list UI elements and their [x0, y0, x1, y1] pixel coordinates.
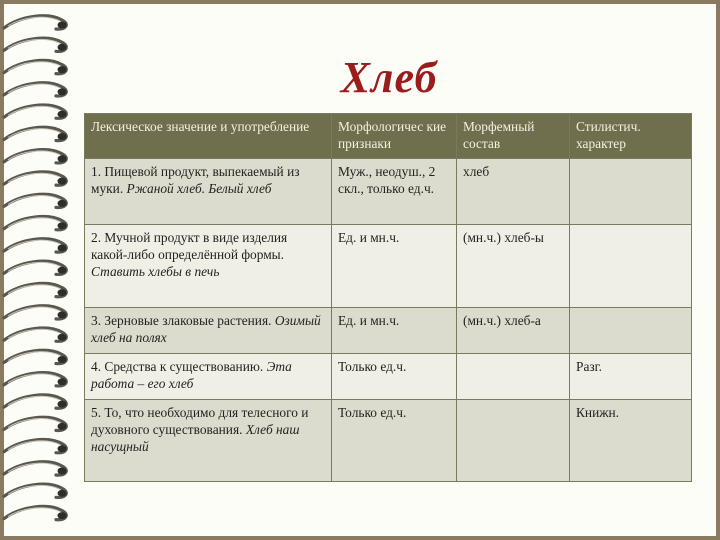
spiral-ring: [4, 306, 67, 319]
cell-style: [570, 159, 692, 225]
table-row: [85, 400, 692, 482]
spiral-ring: [4, 194, 67, 207]
lexical-table: [84, 113, 692, 482]
cell-morphology: Только ед.ч.: [332, 354, 457, 400]
example-text: Ставить хлебы в печь: [91, 264, 220, 279]
spiral-ring: [4, 127, 67, 140]
spiral-ring: [4, 261, 67, 274]
page-title: Хлеб: [340, 53, 438, 102]
cell-morphology: Ед. и мн.ч.: [332, 308, 457, 354]
cell-morphology: Только ед.ч.: [332, 400, 457, 482]
example-text: Озимый хлеб на полях: [91, 313, 321, 345]
cell-morpheme: хлеб: [457, 159, 570, 225]
spiral-ring: [4, 462, 67, 475]
table-header-row: [85, 114, 692, 159]
meaning-text: 2. Мучной продукт в виде изделия какой-либо определённой формы.: [91, 230, 288, 262]
header-meaning: Лексическое значение и употребление: [85, 114, 332, 159]
cell-meaning: [85, 308, 332, 354]
spiral-ring: [4, 373, 67, 386]
example-text: Ржаной хлеб. Белый хлеб: [126, 181, 272, 196]
spiral-ring: [4, 350, 67, 363]
spiral-ring: [4, 105, 67, 118]
spiral-ring: [4, 283, 67, 296]
meaning-text: 1. Пищевой продукт, выпекаемый из муки.: [91, 164, 300, 196]
spiral-ring: [4, 417, 67, 430]
spiral-ring: [4, 172, 67, 185]
cell-morpheme: [457, 354, 570, 400]
spiral-ring: [4, 484, 67, 497]
cell-meaning: [85, 400, 332, 482]
spiral-ring: [4, 150, 67, 163]
spiral-ring: [4, 506, 67, 519]
spiral-ring: [4, 328, 67, 341]
spiral-ring: [4, 217, 67, 230]
cell-meaning: [85, 225, 332, 308]
spiral-ring: [4, 38, 67, 51]
header-morpheme: Морфемный состав: [457, 114, 570, 159]
cell-style: [570, 308, 692, 354]
header-morphology: Морфологичес кие признаки: [332, 114, 457, 159]
cell-morpheme: [457, 400, 570, 482]
cell-morpheme: (мн.ч.) хлеб-ы: [457, 225, 570, 308]
cell-style: Разг.: [570, 354, 692, 400]
header-style: Стилистич. характер: [570, 114, 692, 159]
meaning-text: 3. Зерновые злаковые растения.: [91, 313, 275, 328]
table-row: [85, 225, 692, 308]
meaning-text: 4. Средства к существованию.: [91, 359, 267, 374]
meaning-text: 5. То, что необходимо для телесного и духовного существования.: [91, 405, 309, 437]
cell-meaning: [85, 354, 332, 400]
cell-morphology: Ед. и мн.ч.: [332, 225, 457, 308]
spiral-ring: [4, 440, 67, 453]
cell-morphology: Муж., неодуш., 2 скл., только ед.ч.: [332, 159, 457, 225]
table-row: [85, 354, 692, 400]
example-text: Эта работа – его хлеб: [91, 359, 292, 391]
spiral-ring: [4, 395, 67, 408]
cell-morpheme: (мн.ч.) хлеб-а: [457, 308, 570, 354]
cell-style: Книжн.: [570, 400, 692, 482]
example-text: Хлеб наш насущный: [91, 422, 300, 454]
spiral-ring: [4, 16, 67, 29]
cell-meaning: [85, 159, 332, 225]
cell-style: [570, 225, 692, 308]
table-row: [85, 308, 692, 354]
spiral-ring: [4, 239, 67, 252]
table-row: [85, 159, 692, 225]
